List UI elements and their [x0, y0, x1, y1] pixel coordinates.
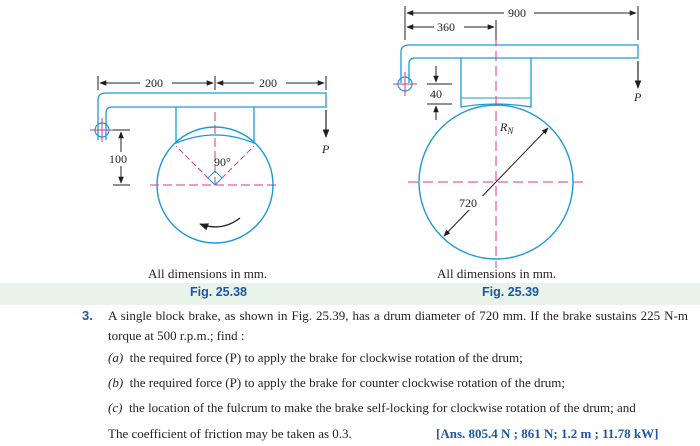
- fig38-note: All dimensions in mm.: [148, 266, 268, 281]
- fig38-force-label: P: [322, 142, 330, 156]
- item-a-label: (a): [108, 350, 124, 365]
- caption-band: [0, 283, 700, 305]
- problem-statement: A single block brake, as shown in Fig. 25.39, has a drum diameter of 720 mm. If the brake sustains 225 N-m torque at 500 r.p.m.; find :: [108, 308, 688, 343]
- fig38-angle-label: 90°: [214, 155, 231, 169]
- fig38-dim-vertical: 100: [109, 152, 127, 166]
- problem-item-b: [108, 373, 565, 393]
- problem-number: 3.: [82, 308, 93, 323]
- fig39-caption: Fig. 25.39: [482, 285, 539, 299]
- fig39-dim-gap: 40: [430, 87, 442, 101]
- fig39-normal-force-label: $R_N$: [500, 120, 514, 136]
- fig38-lever: [98, 93, 326, 140]
- fig38-fulcrum: [90, 118, 114, 142]
- fig39-dim-pivot: 360: [437, 20, 455, 34]
- item-c-text: the location of the fulcrum to make the brake self-locking for clockwise rotation of the drum; and: [128, 400, 636, 415]
- fig39-diameter-label: 720: [459, 196, 477, 210]
- fig-25-38-drawing: [90, 76, 330, 243]
- fig38-dim-right: 200: [259, 76, 277, 90]
- fig39-lever: [401, 45, 638, 83]
- fig39-fulcrum: [393, 72, 417, 96]
- item-a-text: the required force (P) to apply the brake for clockwise rotation of the drum;: [129, 350, 523, 365]
- item-b-text: the required force (P) to apply the brake for counter clockwise rotation of the drum;: [129, 375, 566, 390]
- problem-answer: [Ans. 805.4 N ; 861 N; 1.2 m ; 11.78 kW]: [436, 426, 659, 441]
- problem-item-c: [108, 398, 636, 418]
- fig-25-39-drawing: [393, 6, 642, 268]
- fig39-dim-total: 900: [508, 6, 526, 20]
- fig39-force-label: P: [634, 90, 642, 104]
- item-b-label: (b): [108, 375, 124, 390]
- fig38-caption: Fig. 25.38: [190, 285, 247, 299]
- item-c-label: (c): [108, 400, 123, 415]
- problem-closing: The coefficient of friction may be taken as 0.3.: [108, 426, 352, 441]
- problem-item-a: [108, 348, 523, 368]
- fig39-note: All dimensions in mm.: [437, 266, 557, 281]
- fig38-rotation-arrow: [200, 218, 240, 227]
- fig38-dim-left: 200: [145, 76, 163, 90]
